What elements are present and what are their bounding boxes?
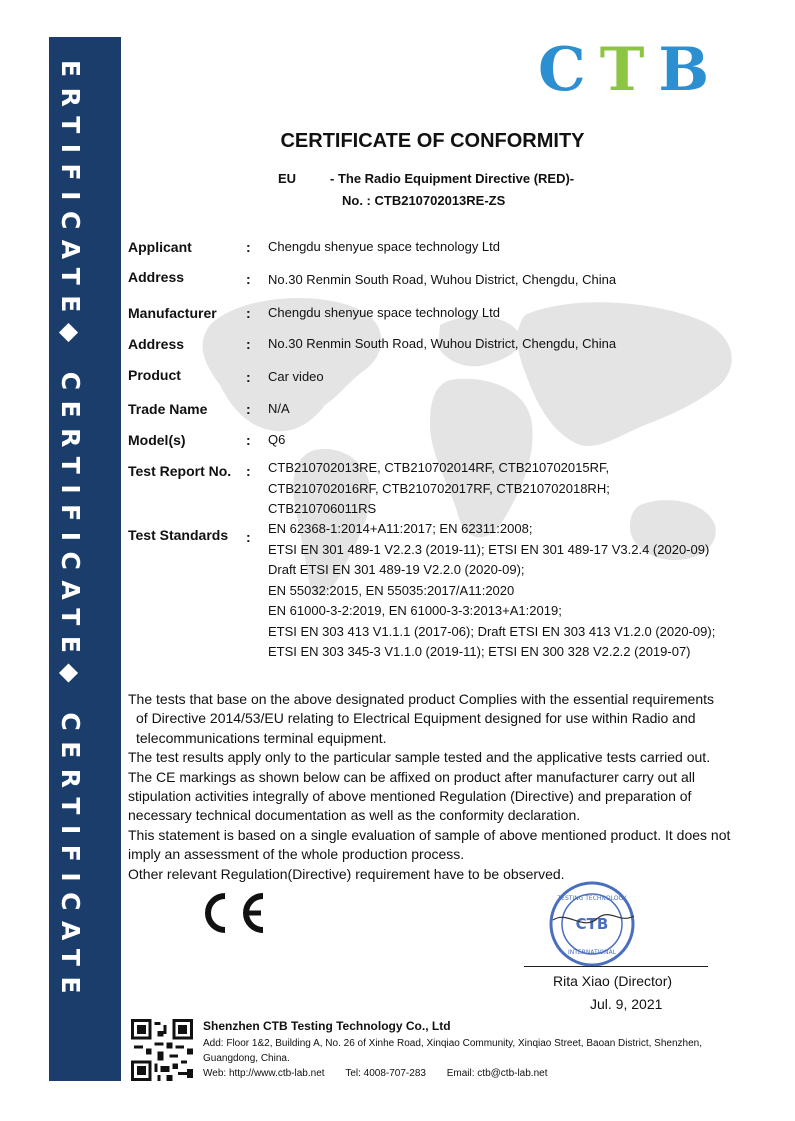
product-value: Car video xyxy=(268,369,324,384)
statement-text xyxy=(128,690,743,884)
model-value: Q6 xyxy=(268,432,286,447)
qr-code-icon xyxy=(131,1019,193,1081)
colon: : xyxy=(246,271,251,287)
company-name: Shenzhen CTB Testing Technology Co., Ltd xyxy=(203,1019,451,1033)
model-label: Model(s) xyxy=(128,432,186,448)
company-contact xyxy=(203,1068,547,1079)
product-label: Product xyxy=(128,367,181,383)
test-standard-line: EN 55032:2015, EN 55035:2017/A11:2020 xyxy=(268,582,515,598)
statement-paragraph: The test results apply only to the particular sample tested and the applicative tests carried out. xyxy=(128,749,711,766)
manufacturer-value: Chengdu shenyue space technology Ltd xyxy=(268,305,501,320)
test-report-label: Test Report No. xyxy=(128,463,232,479)
ctb-logo: CTB xyxy=(538,35,724,105)
svg-text:TESTING TECHNOLOGY: TESTING TECHNOLOGY xyxy=(557,895,627,902)
colon: : xyxy=(246,239,251,255)
test-report-line: CTB210706011RS xyxy=(268,501,377,516)
trade-name-value: N/A xyxy=(268,401,290,416)
address-value: No.30 Renmin South Road, Wuhou District, Chengdu, China xyxy=(268,336,617,351)
manufacturer-label: Manufacturer xyxy=(128,305,217,321)
certificate-title: CERTIFICATE OF CONFORMITY xyxy=(280,130,585,152)
colon: : xyxy=(246,305,251,321)
trade-name-label: Trade Name xyxy=(128,401,208,417)
colon: : xyxy=(246,336,251,352)
test-report-line: CTB210702013RE, CTB210702014RF, CTB210702015RF, xyxy=(268,460,610,475)
applicant-value: Chengdu shenyue space technology Ltd xyxy=(268,239,501,254)
colon: : xyxy=(246,463,251,479)
signatory-name: Rita Xiao (Director) xyxy=(553,973,673,989)
svg-text:CTB: CTB xyxy=(575,915,609,933)
test-standards-list xyxy=(268,519,715,663)
address-label: Address xyxy=(128,336,185,352)
ce-mark-icon xyxy=(195,890,267,936)
signature-line xyxy=(524,966,708,967)
colon: : xyxy=(246,369,251,385)
test-standard-line: ETSI EN 303 413 V1.1.1 (2017-06); Draft ETSI EN 303 413 V1.2.0 (2020-09); xyxy=(268,623,716,639)
company-stamp-icon xyxy=(548,880,636,968)
issue-date: Jul. 9, 2021 xyxy=(590,996,663,1012)
statement-paragraph: Other relevant Regulation(Directive) requirement have to be observed. xyxy=(128,865,565,882)
company-tel: Tel: 4008-707-283 xyxy=(345,1068,426,1079)
colon: : xyxy=(246,432,251,448)
statement-paragraph: This statement is based on a single evaluation of sample of above mentioned product. It does not imply an assessment of the whole production process. xyxy=(128,826,731,863)
colon: : xyxy=(246,529,251,545)
address-value: No.30 Renmin South Road, Wuhou District, Chengdu, China xyxy=(268,272,617,287)
company-email: Email: ctb@ctb-lab.net xyxy=(446,1068,548,1079)
company-address: Add: Floor 1&2, Building A, No. 26 of Xinhe Road, Xinqiao Community, Xinqiao Street, Baoan District, Shenzhen, Guangdong, China. xyxy=(203,1038,702,1064)
svg-text:INTERNATIONAL: INTERNATIONAL xyxy=(567,949,617,956)
sidebar-vertical-text: ERTIFICATE◆ CERTIFICATE◆ CERTIFICATE xyxy=(56,60,85,1005)
certificate-number: No. : CTB210702013RE-ZS xyxy=(342,193,506,208)
test-standards-label: Test Standards xyxy=(128,527,229,543)
test-standard-line: EN 62368-1:2014+A11:2017; EN 62311:2008; xyxy=(268,521,533,536)
colon: : xyxy=(246,401,251,417)
directive-label: - The Radio Equipment Directive (RED)- xyxy=(330,171,575,186)
test-standard-line: ETSI EN 301 489-1 V2.2.3 (2019-11); ETSI EN 301 489-17 V3.2.4 (2020-09) xyxy=(268,541,710,557)
applicant-label: Applicant xyxy=(128,239,192,255)
statement-line: The tests that base on the above designated product Complies with the essential requirements xyxy=(128,691,715,707)
company-web: Web: http://www.ctb-lab.net xyxy=(203,1068,325,1079)
region-label: EU xyxy=(278,171,297,186)
test-standard-line: Draft ETSI EN 301 489-19 V2.2.0 (2020-09); xyxy=(268,562,525,577)
statement-line: telecommunications terminal equipment. xyxy=(136,729,387,746)
test-standard-line: ETSI EN 303 345-3 V1.1.0 (2019-11); ETSI EN 300 328 V2.2.2 (2019-07) xyxy=(268,644,691,659)
statement-paragraph: The CE markings as shown below can be affixed on product after manufacturer carry out all stipulation activities integrally of above mentioned Regulation (Directive) and preparation of necessary technical documentation as well as the conformity declaration. xyxy=(128,768,696,824)
address-label: Address xyxy=(128,269,185,285)
test-report-list xyxy=(268,458,610,520)
test-standard-line: EN 61000-3-2:2019, EN 61000-3-3:2013+A1:2019; xyxy=(268,603,562,618)
statement-line: of Directive 2014/53/EU relating to Electrical Equipment designed for use within Radio and xyxy=(136,710,696,727)
test-report-line: CTB210702016RF, CTB210702017RF, CTB210702018RH; xyxy=(268,480,610,496)
